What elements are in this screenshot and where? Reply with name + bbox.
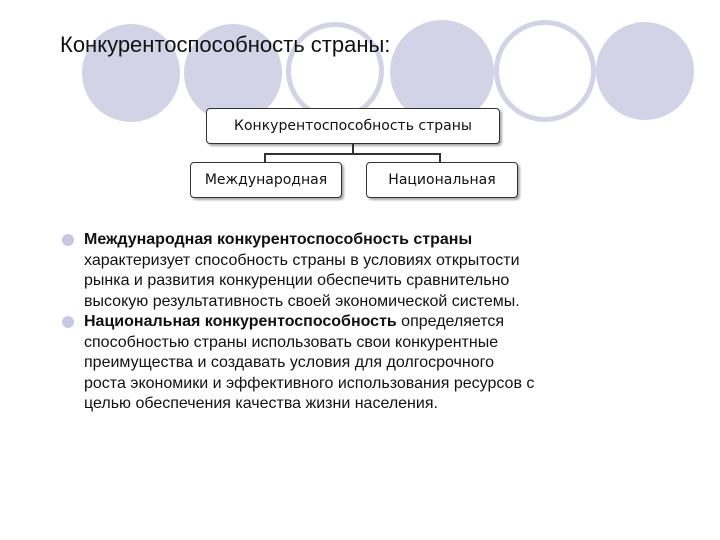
bullet-circle-icon: [62, 316, 74, 328]
diagram-root-box: Конкурентоспособность страны: [206, 108, 500, 144]
bullet-list: [62, 230, 702, 415]
bullet-bold-term: Международная конкурентоспособность страны: [84, 231, 473, 248]
diagram-left-box: Международная: [190, 162, 342, 198]
connector-vertical-left: [264, 153, 266, 162]
bullet-line: преимущества и создавать условия для долгосрочного: [84, 354, 494, 371]
connector-vertical-right: [439, 153, 441, 162]
bullet-circle-icon: [62, 234, 74, 246]
bullet-line: роста экономики и эффективного использования ресурсов с: [84, 374, 535, 392]
bullet-line: рынка и развития конкуренции обеспечить сравнительно: [84, 272, 510, 289]
connector-horizontal: [264, 153, 440, 155]
bullet-item-national: [62, 312, 702, 415]
bullet-line: [84, 312, 702, 333]
bullet-text-tail: определяется: [396, 313, 505, 330]
bullet-line: способностью страны использовать свои конкурентные: [84, 333, 499, 351]
bullet-line: характеризует способность страны в условиях открытости: [84, 251, 520, 269]
bullet-item-international: [62, 230, 702, 312]
bullet-line: [84, 230, 702, 251]
decor-circle-6: [596, 22, 694, 120]
bullet-line: высокую результативность своей экономической системы.: [84, 292, 520, 310]
slide-title: Конкурентоспособность страны:: [60, 32, 391, 57]
decor-circle-5: [494, 20, 596, 122]
bullet-bold-term: Национальная конкурентоспособность: [84, 313, 397, 330]
bullet-line: целью обеспечения качества жизни населения.: [84, 395, 438, 412]
diagram-right-box: Национальная: [366, 162, 518, 198]
